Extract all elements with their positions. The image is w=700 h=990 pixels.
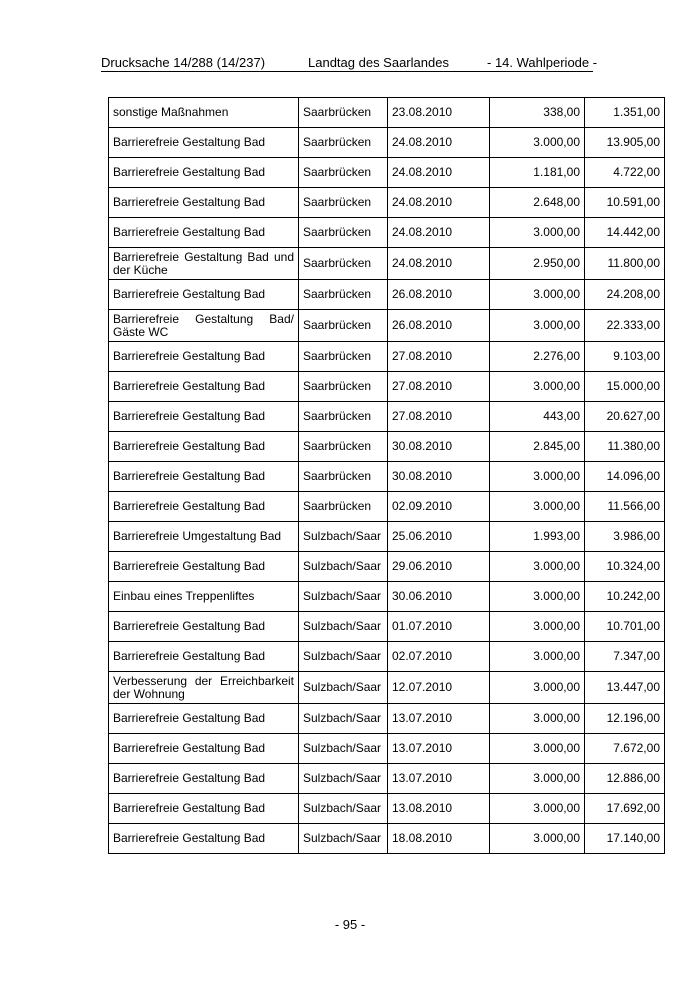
table-row xyxy=(109,824,665,854)
table-row xyxy=(109,342,665,372)
measure-description: Barrierefreie Gestaltung Bad xyxy=(109,824,299,854)
grant-amount: 3.000,00 xyxy=(490,734,585,764)
total-cost: 13.447,00 xyxy=(585,672,665,704)
location: Saarbrücken xyxy=(299,492,388,522)
total-cost: 24.208,00 xyxy=(585,280,665,310)
table-row xyxy=(109,582,665,612)
measure-description: Barrierefreie Gestaltung Bad xyxy=(109,158,299,188)
measure-description: Barrierefreie Gestaltung Bad xyxy=(109,612,299,642)
parliament-name: Landtag des Saarlandes xyxy=(308,55,449,70)
location: Saarbrücken xyxy=(299,128,388,158)
location: Sulzbach/Saar xyxy=(299,734,388,764)
measure-description: Barrierefreie Gestaltung Bad xyxy=(109,188,299,218)
total-cost: 1.351,00 xyxy=(585,98,665,128)
table-row xyxy=(109,612,665,642)
grant-amount: 3.000,00 xyxy=(490,462,585,492)
approval-date: 27.08.2010 xyxy=(388,402,490,432)
table-row xyxy=(109,218,665,248)
approval-date: 01.07.2010 xyxy=(388,612,490,642)
table-row xyxy=(109,402,665,432)
measure-description: Barrierefreie Umgestaltung Bad xyxy=(109,522,299,552)
table-row xyxy=(109,128,665,158)
grant-amount: 3.000,00 xyxy=(490,280,585,310)
approval-date: 27.08.2010 xyxy=(388,372,490,402)
measure-description: Barrierefreie Gestaltung Bad xyxy=(109,462,299,492)
table-row xyxy=(109,372,665,402)
total-cost: 11.380,00 xyxy=(585,432,665,462)
approval-date: 30.08.2010 xyxy=(388,432,490,462)
grant-amount: 2.845,00 xyxy=(490,432,585,462)
measure-description: Barrierefreie Gestaltung Bad xyxy=(109,492,299,522)
page-number: - 95 - xyxy=(334,917,366,932)
table-row xyxy=(109,188,665,218)
total-cost: 22.333,00 xyxy=(585,310,665,342)
total-cost: 17.140,00 xyxy=(585,824,665,854)
approval-date: 26.08.2010 xyxy=(388,280,490,310)
total-cost: 12.196,00 xyxy=(585,704,665,734)
location: Sulzbach/Saar xyxy=(299,642,388,672)
approval-date: 12.07.2010 xyxy=(388,672,490,704)
table-row xyxy=(109,492,665,522)
approval-date: 25.06.2010 xyxy=(388,522,490,552)
location: Saarbrücken xyxy=(299,372,388,402)
grant-amount: 3.000,00 xyxy=(490,642,585,672)
grant-amount: 3.000,00 xyxy=(490,310,585,342)
grant-amount: 2.950,00 xyxy=(490,248,585,280)
approval-date: 27.08.2010 xyxy=(388,342,490,372)
total-cost: 10.591,00 xyxy=(585,188,665,218)
measure-description: Barrierefreie Gestaltung Bad xyxy=(109,342,299,372)
total-cost: 10.701,00 xyxy=(585,612,665,642)
approval-date: 30.06.2010 xyxy=(388,582,490,612)
approval-date: 24.08.2010 xyxy=(388,128,490,158)
location: Sulzbach/Saar xyxy=(299,764,388,794)
grant-amount: 3.000,00 xyxy=(490,128,585,158)
measure-description: Barrierefreie Gestaltung Bad xyxy=(109,764,299,794)
approval-date: 24.08.2010 xyxy=(388,248,490,280)
approval-date: 24.08.2010 xyxy=(388,188,490,218)
grant-amount: 1.181,00 xyxy=(490,158,585,188)
total-cost: 10.242,00 xyxy=(585,582,665,612)
measure-description: Barrierefreie Gestaltung Bad xyxy=(109,552,299,582)
location: Sulzbach/Saar xyxy=(299,672,388,704)
table-row xyxy=(109,310,665,342)
total-cost: 3.986,00 xyxy=(585,522,665,552)
table-row xyxy=(109,248,665,280)
measure-description: Barrierefreie Gestaltung Bad/ Gäste WC xyxy=(109,310,299,342)
location: Sulzbach/Saar xyxy=(299,612,388,642)
measure-description: Barrierefreie Gestaltung Bad xyxy=(109,432,299,462)
grant-amount: 2.648,00 xyxy=(490,188,585,218)
grant-amount: 3.000,00 xyxy=(490,612,585,642)
grant-amount: 3.000,00 xyxy=(490,372,585,402)
total-cost: 7.672,00 xyxy=(585,734,665,764)
approval-date: 30.08.2010 xyxy=(388,462,490,492)
total-cost: 12.886,00 xyxy=(585,764,665,794)
approval-date: 24.08.2010 xyxy=(388,218,490,248)
measure-description: sonstige Maßnahmen xyxy=(109,98,299,128)
measure-description: Barrierefreie Gestaltung Bad xyxy=(109,128,299,158)
table-row xyxy=(109,642,665,672)
total-cost: 13.905,00 xyxy=(585,128,665,158)
measure-description: Barrierefreie Gestaltung Bad xyxy=(109,794,299,824)
measure-description: Verbesserung der Erreichbarkeit der Wohnung xyxy=(109,672,299,704)
location: Sulzbach/Saar xyxy=(299,582,388,612)
legislative-period: - 14. Wahlperiode - xyxy=(487,55,598,70)
location: Saarbrücken xyxy=(299,188,388,218)
grant-amount: 3.000,00 xyxy=(490,764,585,794)
approval-date: 26.08.2010 xyxy=(388,310,490,342)
approval-date: 13.07.2010 xyxy=(388,734,490,764)
approval-date: 13.07.2010 xyxy=(388,764,490,794)
total-cost: 9.103,00 xyxy=(585,342,665,372)
table-row xyxy=(109,158,665,188)
measure-description: Barrierefreie Gestaltung Bad xyxy=(109,704,299,734)
location: Sulzbach/Saar xyxy=(299,794,388,824)
location: Saarbrücken xyxy=(299,158,388,188)
grant-amount: 3.000,00 xyxy=(490,794,585,824)
table-row xyxy=(109,672,665,704)
total-cost: 11.800,00 xyxy=(585,248,665,280)
grant-amount: 3.000,00 xyxy=(490,704,585,734)
measure-description: Barrierefreie Gestaltung Bad xyxy=(109,280,299,310)
header-underline xyxy=(101,71,593,72)
location: Saarbrücken xyxy=(299,462,388,492)
grant-amount: 3.000,00 xyxy=(490,552,585,582)
location: Sulzbach/Saar xyxy=(299,522,388,552)
grant-amount: 3.000,00 xyxy=(490,582,585,612)
document-number: Drucksache 14/288 (14/237) xyxy=(101,55,266,70)
approval-date: 29.06.2010 xyxy=(388,552,490,582)
location: Saarbrücken xyxy=(299,248,388,280)
location: Saarbrücken xyxy=(299,310,388,342)
location: Saarbrücken xyxy=(299,342,388,372)
table-row xyxy=(109,462,665,492)
table-body xyxy=(109,98,665,854)
measure-description: Barrierefreie Gestaltung Bad xyxy=(109,372,299,402)
location: Sulzbach/Saar xyxy=(299,824,388,854)
table-row xyxy=(109,522,665,552)
measure-description: Barrierefreie Gestaltung Bad xyxy=(109,402,299,432)
approval-date: 02.07.2010 xyxy=(388,642,490,672)
total-cost: 14.442,00 xyxy=(585,218,665,248)
total-cost: 20.627,00 xyxy=(585,402,665,432)
location: Saarbrücken xyxy=(299,280,388,310)
grant-amount: 3.000,00 xyxy=(490,492,585,522)
grant-amount: 3.000,00 xyxy=(490,824,585,854)
measure-description: Barrierefreie Gestaltung Bad xyxy=(109,734,299,764)
total-cost: 11.566,00 xyxy=(585,492,665,522)
total-cost: 15.000,00 xyxy=(585,372,665,402)
approval-date: 02.09.2010 xyxy=(388,492,490,522)
location: Sulzbach/Saar xyxy=(299,704,388,734)
total-cost: 14.096,00 xyxy=(585,462,665,492)
approval-date: 13.07.2010 xyxy=(388,704,490,734)
measures-table xyxy=(108,97,665,854)
total-cost: 10.324,00 xyxy=(585,552,665,582)
table-row xyxy=(109,552,665,582)
approval-date: 24.08.2010 xyxy=(388,158,490,188)
approval-date: 18.08.2010 xyxy=(388,824,490,854)
approval-date: 23.08.2010 xyxy=(388,98,490,128)
location: Saarbrücken xyxy=(299,98,388,128)
table-row xyxy=(109,98,665,128)
location: Saarbrücken xyxy=(299,432,388,462)
table-row xyxy=(109,432,665,462)
table-row xyxy=(109,734,665,764)
table-row xyxy=(109,280,665,310)
location: Sulzbach/Saar xyxy=(299,552,388,582)
total-cost: 7.347,00 xyxy=(585,642,665,672)
grant-amount: 443,00 xyxy=(490,402,585,432)
approval-date: 13.08.2010 xyxy=(388,794,490,824)
total-cost: 4.722,00 xyxy=(585,158,665,188)
location: Saarbrücken xyxy=(299,218,388,248)
table-row xyxy=(109,764,665,794)
measure-description: Barrierefreie Gestaltung Bad und der Küche xyxy=(109,248,299,280)
grant-amount: 1.993,00 xyxy=(490,522,585,552)
grant-amount: 3.000,00 xyxy=(490,218,585,248)
measure-description: Barrierefreie Gestaltung Bad xyxy=(109,218,299,248)
table-row xyxy=(109,704,665,734)
table-row xyxy=(109,794,665,824)
location: Saarbrücken xyxy=(299,402,388,432)
measure-description: Einbau eines Treppenliftes xyxy=(109,582,299,612)
grant-amount: 2.276,00 xyxy=(490,342,585,372)
grant-amount: 338,00 xyxy=(490,98,585,128)
grant-amount: 3.000,00 xyxy=(490,672,585,704)
measure-description: Barrierefreie Gestaltung Bad xyxy=(109,642,299,672)
total-cost: 17.692,00 xyxy=(585,794,665,824)
